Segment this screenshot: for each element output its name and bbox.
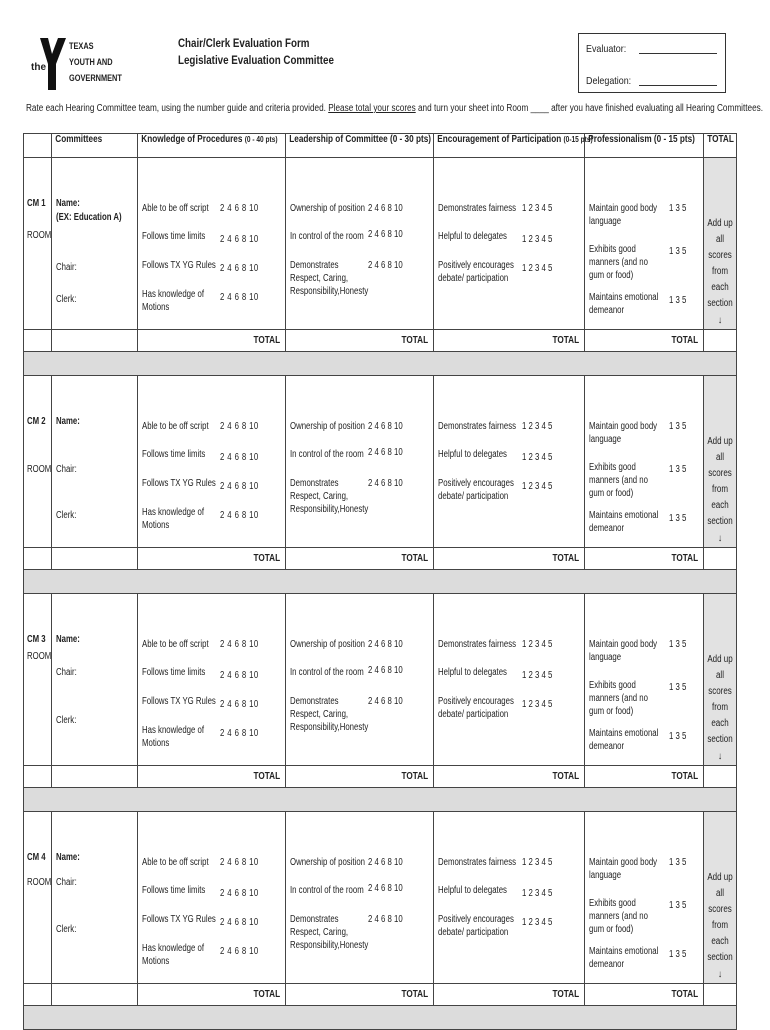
knowledge-criterion: Follows TX YG Rules	[142, 478, 216, 489]
header-professionalism: Professionalism (0 - 15 pts)	[585, 134, 704, 158]
knowledge-cell	[138, 594, 286, 766]
committee-row	[24, 158, 737, 330]
professionalism-scale[interactable]: 1 3 5	[669, 682, 687, 693]
leadership-total[interactable]: TOTAL	[286, 548, 434, 570]
knowledge-criterion: Follows time limits	[142, 449, 206, 460]
addup-text: scores	[708, 250, 732, 261]
separator-bar	[24, 570, 737, 594]
leadership-total[interactable]: TOTAL	[286, 766, 434, 788]
encouragement-criterion: Demonstrates fairness	[438, 421, 517, 432]
leadership-scale[interactable]: 2 4 6 8 10	[368, 421, 403, 432]
org-line: TEXAS	[69, 41, 94, 51]
committee-name-cell[interactable]	[52, 594, 138, 766]
professionalism-total[interactable]: TOTAL	[585, 330, 704, 352]
addup-text: each	[711, 718, 729, 729]
committee-name-cell[interactable]	[52, 158, 138, 330]
leadership-scale[interactable]: 2 4 6 8 10	[368, 665, 403, 676]
org-line: YOUTH AND	[69, 57, 113, 67]
addup-text: from	[712, 266, 728, 277]
total-score-cell[interactable]	[704, 594, 737, 766]
addup-text: Add up	[707, 872, 733, 883]
committee-row	[24, 376, 737, 548]
professionalism-criterion: Exhibits good manners (and no gum or food)	[589, 462, 648, 499]
professionalism-scale[interactable]: 1 3 5	[669, 731, 687, 742]
professionalism-total[interactable]: TOTAL	[585, 548, 704, 570]
encouragement-cell	[434, 158, 585, 330]
addup-text: ↓	[718, 751, 722, 762]
committee-id: CM 1	[27, 198, 46, 209]
knowledge-cell	[138, 376, 286, 548]
professionalism-cell	[585, 594, 704, 766]
name-example: (EX: Education A)	[56, 212, 122, 223]
professionalism-scale[interactable]: 1 3 5	[669, 421, 687, 432]
knowledge-scale[interactable]: 2 4 6 8 10	[220, 510, 259, 521]
clerk-label: Clerk:	[56, 715, 77, 726]
encouragement-criterion: Positively encourages debate/ participation	[438, 260, 514, 284]
professionalism-scale[interactable]: 1 3 5	[669, 857, 687, 868]
leadership-criterion: Demonstrates Respect, Caring, Responsibility,Honesty	[290, 260, 369, 297]
header-knowledge	[138, 134, 286, 158]
knowledge-total[interactable]: TOTAL	[138, 766, 286, 788]
leadership-cell	[286, 594, 434, 766]
professionalism-scale[interactable]: 1 3 5	[669, 900, 687, 911]
encouragement-scale[interactable]: 1 2 3 4 5	[522, 639, 553, 650]
committee-id: CM 2	[27, 416, 46, 427]
committee-name-cell[interactable]	[52, 376, 138, 548]
encouragement-cell	[434, 594, 585, 766]
instructions	[26, 103, 763, 114]
leadership-criterion: Ownership of position	[290, 639, 366, 650]
encouragement-scale[interactable]: 1 2 3 4 5	[522, 857, 553, 868]
knowledge-scale[interactable]: 2 4 6 8 10	[220, 857, 259, 868]
encouragement-cell	[434, 376, 585, 548]
addup-text: scores	[708, 904, 732, 915]
total-blank	[24, 766, 52, 788]
encouragement-scale[interactable]: 1 2 3 4 5	[522, 263, 553, 274]
header-committees: Committees	[52, 134, 138, 158]
leadership-scale[interactable]: 2 4 6 8 10	[368, 883, 403, 894]
name-label: Name:	[56, 852, 80, 863]
leadership-criterion: In control of the room	[290, 231, 364, 242]
room-label: ROOM	[27, 651, 52, 662]
knowledge-total[interactable]: TOTAL	[138, 984, 286, 1006]
encouragement-criterion: Positively encourages debate/ participation	[438, 478, 514, 502]
name-label: Name:	[56, 198, 80, 209]
clerk-label: Clerk:	[56, 294, 77, 305]
encouragement-total[interactable]: TOTAL	[434, 548, 585, 570]
committee-id-cell	[24, 158, 52, 330]
header-leadership: Leadership of Committee (0 - 30 pts)	[286, 134, 434, 158]
professionalism-criterion: Maintains emotional demeanor	[589, 510, 659, 534]
knowledge-cell	[138, 812, 286, 984]
total-blank	[52, 330, 138, 352]
professionalism-criterion: Maintains emotional demeanor	[589, 946, 659, 970]
professionalism-scale[interactable]: 1 3 5	[669, 513, 687, 524]
total-score-cell[interactable]	[704, 158, 737, 330]
knowledge-criterion: Able to be off script	[142, 421, 209, 432]
leadership-scale[interactable]: 2 4 6 8 10	[368, 857, 403, 868]
total-blank	[704, 548, 737, 570]
knowledge-scale[interactable]: 2 4 6 8 10	[220, 234, 259, 245]
leadership-scale[interactable]: 2 4 6 8 10	[368, 203, 403, 214]
leadership-criterion: Demonstrates Respect, Caring, Responsibility,Honesty	[290, 696, 369, 733]
professionalism-criterion: Maintain good body language	[589, 203, 658, 227]
knowledge-criterion: Has knowledge of Motions	[142, 725, 205, 749]
chair-label: Chair:	[56, 464, 77, 475]
encouragement-total[interactable]: TOTAL	[434, 330, 585, 352]
leadership-criterion: Ownership of position	[290, 857, 366, 868]
knowledge-scale[interactable]: 2 4 6 8 10	[220, 699, 259, 710]
knowledge-scale[interactable]: 2 4 6 8 10	[220, 728, 259, 739]
encouragement-scale[interactable]: 1 2 3 4 5	[522, 481, 553, 492]
knowledge-criterion: Follows TX YG Rules	[142, 696, 216, 707]
section-separator	[24, 788, 737, 812]
encouragement-scale[interactable]: 1 2 3 4 5	[522, 917, 553, 928]
professionalism-cell	[585, 376, 704, 548]
knowledge-scale[interactable]: 2 4 6 8 10	[220, 421, 259, 432]
addup-text: each	[711, 282, 729, 293]
name-label: Name:	[56, 416, 80, 427]
header-knowledge-points: (0 - 40 pts)	[244, 135, 278, 144]
chair-label: Chair:	[56, 667, 77, 678]
evaluation-table	[23, 133, 737, 1030]
addup-text: scores	[708, 468, 732, 479]
knowledge-scale[interactable]: 2 4 6 8 10	[220, 292, 259, 303]
addup-text: all	[715, 888, 724, 899]
committee-row	[24, 812, 737, 984]
addup-text: all	[715, 234, 724, 245]
committee-id: CM 3	[27, 634, 46, 645]
addup-text: ↓	[718, 969, 722, 980]
leadership-scale[interactable]: 2 4 6 8 10	[368, 229, 403, 240]
instructions-text: and turn your sheet into Room ____ after you have finished evaluating all Hearing Committees.	[415, 103, 764, 114]
encouragement-criterion: Helpful to delegates	[438, 449, 507, 460]
knowledge-criterion: Able to be off script	[142, 639, 209, 650]
section-total-row	[24, 548, 737, 570]
addup-text: scores	[708, 686, 732, 697]
total-blank	[704, 984, 737, 1006]
evaluator-field[interactable]	[639, 53, 717, 54]
leadership-criterion: In control of the room	[290, 885, 364, 896]
delegation-label: Delegation:	[586, 75, 632, 87]
knowledge-scale[interactable]: 2 4 6 8 10	[220, 203, 259, 214]
encouragement-criterion: Helpful to delegates	[438, 231, 507, 242]
knowledge-criterion: Has knowledge of Motions	[142, 943, 205, 967]
room-label: ROOM	[27, 877, 52, 888]
addup-text: section	[707, 734, 733, 745]
encouragement-scale[interactable]: 1 2 3 4 5	[522, 234, 553, 245]
committee-id-cell	[24, 812, 52, 984]
leadership-cell	[286, 376, 434, 548]
professionalism-scale[interactable]: 1 3 5	[669, 464, 687, 475]
professionalism-cell	[585, 158, 704, 330]
addup-text: ↓	[718, 315, 722, 326]
header-encouragement-points: (0-15 pts)	[563, 135, 593, 144]
encouragement-scale[interactable]: 1 2 3 4 5	[522, 421, 553, 432]
knowledge-criterion: Follows time limits	[142, 231, 206, 242]
knowledge-cell	[138, 158, 286, 330]
header-encouragement	[434, 134, 593, 158]
org-line: GOVERNMENT	[69, 73, 122, 83]
encouragement-criterion: Helpful to delegates	[438, 667, 507, 678]
section-total-row	[24, 766, 737, 788]
encouragement-total[interactable]: TOTAL	[434, 984, 585, 1006]
professionalism-scale[interactable]: 1 3 5	[669, 949, 687, 960]
total-blank	[24, 984, 52, 1006]
header-knowledge-label: Knowledge of Procedures	[141, 134, 243, 145]
encouragement-cell	[434, 812, 585, 984]
knowledge-criterion: Follows time limits	[142, 885, 206, 896]
addup-text: Add up	[707, 218, 733, 229]
encouragement-total[interactable]: TOTAL	[434, 766, 585, 788]
ymca-logo	[26, 36, 122, 92]
leadership-criterion: In control of the room	[290, 667, 364, 678]
committee-id: CM 4	[27, 852, 46, 863]
professionalism-scale[interactable]: 1 3 5	[669, 203, 687, 214]
addup-text: section	[707, 516, 733, 527]
addup-text: from	[712, 702, 728, 713]
header-encouragement-label: Encouragement of Participation	[437, 134, 562, 145]
addup-text: from	[712, 920, 728, 931]
knowledge-total[interactable]: TOTAL	[138, 548, 286, 570]
encouragement-criterion: Demonstrates fairness	[438, 857, 517, 868]
professionalism-criterion: Exhibits good manners (and no gum or food)	[589, 898, 648, 935]
knowledge-scale[interactable]: 2 4 6 8 10	[220, 639, 259, 650]
knowledge-scale[interactable]: 2 4 6 8 10	[220, 452, 259, 463]
professionalism-scale[interactable]: 1 3 5	[669, 639, 687, 650]
knowledge-criterion: Follows time limits	[142, 667, 206, 678]
total-blank	[52, 766, 138, 788]
encouragement-criterion: Positively encourages debate/ participation	[438, 914, 514, 938]
encouragement-criterion: Demonstrates fairness	[438, 203, 517, 214]
addup-text: section	[707, 298, 733, 309]
leadership-criterion: Demonstrates Respect, Caring, Responsibility,Honesty	[290, 478, 369, 515]
leadership-scale[interactable]: 2 4 6 8 10	[368, 696, 403, 707]
delegation-field[interactable]	[639, 85, 717, 86]
knowledge-criterion: Able to be off script	[142, 857, 209, 868]
total-blank	[52, 548, 138, 570]
knowledge-scale[interactable]: 2 4 6 8 10	[220, 888, 259, 899]
committee-name-cell[interactable]	[52, 812, 138, 984]
encouragement-scale[interactable]: 1 2 3 4 5	[522, 203, 553, 214]
knowledge-scale[interactable]: 2 4 6 8 10	[220, 946, 259, 957]
separator-bar	[24, 788, 737, 812]
professionalism-cell	[585, 812, 704, 984]
leadership-criterion: In control of the room	[290, 449, 364, 460]
encouragement-criterion: Positively encourages debate/ participation	[438, 696, 514, 720]
chair-label: Chair:	[56, 262, 77, 273]
committee-id-cell	[24, 594, 52, 766]
encouragement-scale[interactable]: 1 2 3 4 5	[522, 670, 553, 681]
evaluator-box	[578, 33, 726, 93]
header-blank	[24, 134, 52, 158]
professionalism-total[interactable]: TOTAL	[585, 984, 704, 1006]
addup-text: ↓	[718, 533, 722, 544]
encouragement-scale[interactable]: 1 2 3 4 5	[522, 699, 553, 710]
form-title-line: Chair/Clerk Evaluation Form	[178, 38, 310, 50]
separator-bar	[24, 352, 737, 376]
total-score-cell[interactable]	[704, 376, 737, 548]
total-blank	[704, 330, 737, 352]
logo-the-text: the	[31, 62, 46, 73]
room-label: ROOM	[27, 230, 52, 241]
form-title-line: Legislative Evaluation Committee	[178, 55, 334, 67]
addup-text: Add up	[707, 654, 733, 665]
professionalism-scale[interactable]: 1 3 5	[669, 295, 687, 306]
knowledge-total[interactable]: TOTAL	[138, 330, 286, 352]
professionalism-criterion: Maintain good body language	[589, 421, 658, 445]
header-total: TOTAL	[704, 134, 737, 158]
professionalism-total[interactable]: TOTAL	[585, 766, 704, 788]
leadership-scale[interactable]: 2 4 6 8 10	[368, 260, 403, 271]
evaluator-label: Evaluator:	[586, 43, 627, 55]
knowledge-criterion: Has knowledge of Motions	[142, 507, 205, 531]
encouragement-scale[interactable]: 1 2 3 4 5	[522, 452, 553, 463]
total-blank	[24, 330, 52, 352]
total-blank	[24, 548, 52, 570]
section-separator	[24, 570, 737, 594]
leadership-cell	[286, 812, 434, 984]
section-separator	[24, 352, 737, 376]
committee-id-cell	[24, 376, 52, 548]
knowledge-criterion: Able to be off script	[142, 203, 209, 214]
professionalism-scale[interactable]: 1 3 5	[669, 246, 687, 257]
encouragement-criterion: Demonstrates fairness	[438, 639, 517, 650]
leadership-scale[interactable]: 2 4 6 8 10	[368, 639, 403, 650]
leadership-scale[interactable]: 2 4 6 8 10	[368, 447, 403, 458]
leadership-criterion: Ownership of position	[290, 421, 366, 432]
total-blank	[52, 984, 138, 1006]
knowledge-scale[interactable]: 2 4 6 8 10	[220, 481, 259, 492]
clerk-label: Clerk:	[56, 510, 77, 521]
name-label: Name:	[56, 634, 80, 645]
addup-text: all	[715, 670, 724, 681]
form-title	[178, 36, 334, 70]
professionalism-criterion: Maintain good body language	[589, 639, 658, 663]
org-name	[69, 38, 122, 86]
knowledge-scale[interactable]: 2 4 6 8 10	[220, 917, 259, 928]
knowledge-scale[interactable]: 2 4 6 8 10	[220, 670, 259, 681]
header-row	[24, 134, 737, 158]
section-total-row	[24, 330, 737, 352]
committee-row	[24, 594, 737, 766]
leadership-total[interactable]: TOTAL	[286, 984, 434, 1006]
addup-text: all	[715, 452, 724, 463]
leadership-total[interactable]: TOTAL	[286, 330, 434, 352]
addup-text: section	[707, 952, 733, 963]
leadership-scale[interactable]: 2 4 6 8 10	[368, 478, 403, 489]
professionalism-criterion: Maintains emotional demeanor	[589, 292, 659, 316]
leadership-criterion: Ownership of position	[290, 203, 366, 214]
professionalism-criterion: Maintains emotional demeanor	[589, 728, 659, 752]
addup-text: each	[711, 936, 729, 947]
leadership-scale[interactable]: 2 4 6 8 10	[368, 914, 403, 925]
total-blank	[704, 766, 737, 788]
chair-label: Chair:	[56, 877, 77, 888]
instructions-text: Rate each Hearing Committee team, using the number guide and criteria provided.	[26, 103, 329, 114]
room-label: ROOM	[27, 464, 52, 475]
professionalism-criterion: Exhibits good manners (and no gum or food)	[589, 244, 648, 281]
leadership-cell	[286, 158, 434, 330]
knowledge-criterion: Follows TX YG Rules	[142, 914, 216, 925]
encouragement-scale[interactable]: 1 2 3 4 5	[522, 888, 553, 899]
knowledge-criterion: Has knowledge of Motions	[142, 289, 205, 313]
clerk-label: Clerk:	[56, 924, 77, 935]
knowledge-scale[interactable]: 2 4 6 8 10	[220, 263, 259, 274]
addup-text: from	[712, 484, 728, 495]
instructions-emphasis: Please total your scores	[328, 103, 416, 114]
encouragement-criterion: Helpful to delegates	[438, 885, 507, 896]
separator-bar	[24, 1006, 737, 1030]
section-separator	[24, 1006, 737, 1030]
professionalism-criterion: Exhibits good manners (and no gum or food)	[589, 680, 648, 717]
section-total-row	[24, 984, 737, 1006]
knowledge-criterion: Follows TX YG Rules	[142, 260, 216, 271]
total-score-cell[interactable]	[704, 812, 737, 984]
addup-text: each	[711, 500, 729, 511]
professionalism-criterion: Maintain good body language	[589, 857, 658, 881]
leadership-criterion: Demonstrates Respect, Caring, Responsibility,Honesty	[290, 914, 369, 951]
addup-text: Add up	[707, 436, 733, 447]
